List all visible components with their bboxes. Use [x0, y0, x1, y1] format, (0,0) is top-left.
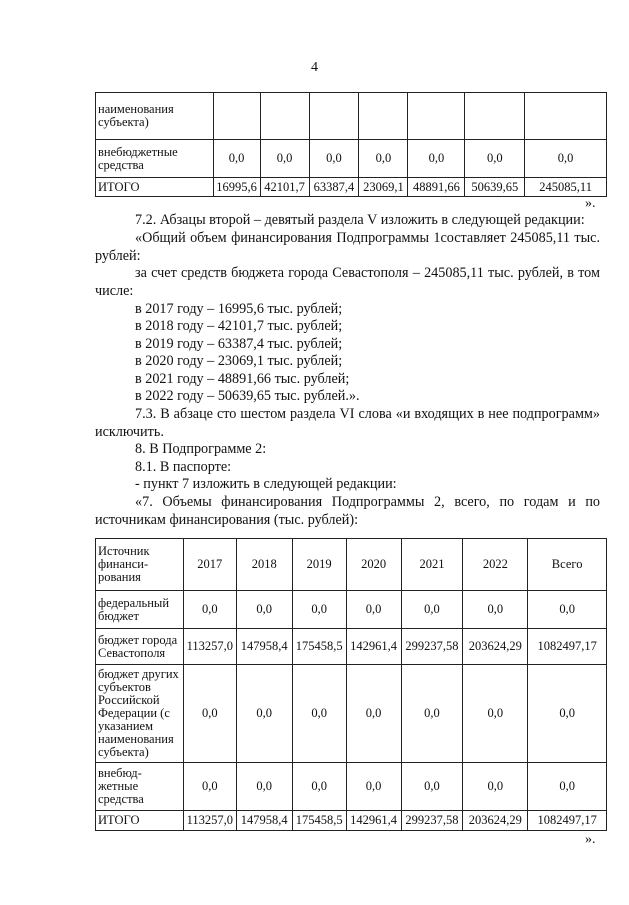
table-cell: 113257,0	[183, 629, 236, 665]
table-cell: 1082497,17	[528, 629, 607, 665]
table-cell: 0,0	[236, 665, 292, 763]
table-row	[96, 140, 607, 178]
row-label: внебюд-жетные средства	[96, 763, 184, 811]
table-cell: 0,0	[463, 665, 528, 763]
paragraph: в 2021 году – 48891,66 тыс. рублей;	[135, 371, 350, 387]
table-cell: 48891,66	[408, 178, 465, 197]
paragraph: в 2020 году – 23069,1 тыс. рублей;	[135, 353, 343, 369]
table-cell: 0,0	[292, 665, 346, 763]
row-label: наименования субъекта)	[96, 93, 214, 140]
table-row	[96, 591, 607, 629]
table-cell: 175458,5	[292, 629, 346, 665]
row-label: внебюджетные средства	[96, 140, 214, 178]
table-cell: 0,0	[528, 591, 607, 629]
closing-quote: ».	[585, 196, 596, 211]
table-cell: 0,0	[292, 763, 346, 811]
table-cell: 42101,7	[260, 178, 309, 197]
table-cell: 0,0	[260, 140, 309, 178]
table-cell: 175458,5	[292, 811, 346, 831]
table-cell: 203624,29	[463, 629, 528, 665]
table-cell: 147958,4	[236, 629, 292, 665]
table-cell: 0,0	[408, 140, 465, 178]
table-cell: 245085,11	[525, 178, 607, 197]
table-cell: 142961,4	[346, 811, 401, 831]
table-header-row	[96, 539, 607, 591]
table-cell: 0,0	[213, 140, 260, 178]
table-cell: 203624,29	[463, 811, 528, 831]
table-cell: 299237,58	[401, 629, 463, 665]
row-label: бюджет города Севастополя	[96, 629, 184, 665]
paragraph: в 2018 году – 42101,7 тыс. рублей;	[135, 318, 343, 334]
table-row	[96, 811, 607, 831]
column-header: 2021	[401, 539, 463, 591]
table-cell: 0,0	[183, 763, 236, 811]
financing-table-1	[95, 92, 607, 197]
paragraph: за счет средств бюджета города Севастополя – 245085,11 тыс. рублей, в том числе:	[95, 265, 600, 299]
table-cell: 23069,1	[359, 178, 408, 197]
table-cell: 142961,4	[346, 629, 401, 665]
page-number: 4	[311, 60, 318, 75]
column-header: 2019	[292, 539, 346, 591]
table-cell: 0,0	[346, 665, 401, 763]
table-row	[96, 665, 607, 763]
table-cell: 0,0	[528, 665, 607, 763]
paragraph: - пункт 7 изложить в следующей редакции:	[135, 476, 397, 492]
table-cell: 0,0	[292, 591, 346, 629]
table-cell: 0,0	[236, 591, 292, 629]
table-cell: 0,0	[183, 591, 236, 629]
paragraph: в 2017 году – 16995,6 тыс. рублей;	[135, 301, 343, 317]
table-row	[96, 178, 607, 197]
table-cell: 299237,58	[401, 811, 463, 831]
row-label: ИТОГО	[96, 178, 214, 197]
table-cell: 0,0	[525, 140, 607, 178]
table-cell: 147958,4	[236, 811, 292, 831]
paragraph: 8. В Подпрограмме 2:	[135, 441, 267, 457]
table-cell: 0,0	[236, 763, 292, 811]
paragraph: «Общий объем финансирования Подпрограммы 1составляет 245085,11 тыс. рублей:	[95, 230, 600, 264]
financing-table-2	[95, 538, 607, 831]
row-label: бюджет других субъектов Российской Федерации (с указанием наименования субъекта)	[96, 665, 184, 763]
table-cell: 0,0	[346, 591, 401, 629]
paragraph: 7.3. В абзаце сто шестом раздела VI слова «и входящих в нее подпрограмм» исключить.	[95, 406, 600, 440]
column-header: Всего	[528, 539, 607, 591]
table-cell: 0,0	[463, 763, 528, 811]
table-cell: 1082497,17	[528, 811, 607, 831]
table-cell: 63387,4	[309, 178, 359, 197]
table-cell: 0,0	[401, 763, 463, 811]
table-cell: 113257,0	[183, 811, 236, 831]
table-cell: 0,0	[401, 665, 463, 763]
column-header: Источник финанси-рования	[96, 539, 184, 591]
table-cell: 0,0	[309, 140, 359, 178]
column-header: 2020	[346, 539, 401, 591]
table-cell: 50639,65	[465, 178, 525, 197]
table-cell: 0,0	[401, 591, 463, 629]
row-label: федеральный бюджет	[96, 591, 184, 629]
paragraph: в 2019 году – 63387,4 тыс. рублей;	[135, 336, 343, 352]
table-cell: 0,0	[359, 140, 408, 178]
paragraph: 8.1. В паспорте:	[135, 459, 232, 475]
table-cell: 16995,6	[213, 178, 260, 197]
closing-quote: ».	[585, 832, 596, 847]
table-row	[96, 629, 607, 665]
table-cell: 0,0	[346, 763, 401, 811]
paragraph: 7.2. Абзацы второй – девятый раздела V изложить в следующей редакции:	[135, 212, 585, 228]
table-cell: 0,0	[528, 763, 607, 811]
table-cell: 0,0	[183, 665, 236, 763]
column-header: 2018	[236, 539, 292, 591]
column-header: 2022	[463, 539, 528, 591]
paragraph: в 2022 году – 50639,65 тыс. рублей.».	[135, 388, 360, 404]
table-cell: 0,0	[463, 591, 528, 629]
table-row	[96, 93, 607, 140]
row-label: ИТОГО	[96, 811, 184, 831]
table-cell: 0,0	[465, 140, 525, 178]
column-header: 2017	[183, 539, 236, 591]
paragraph: «7. Объемы финансирования Подпрограммы 2, всего, по годам и по источникам финансирования (тыс. рублей):	[95, 494, 600, 528]
table-row	[96, 763, 607, 811]
